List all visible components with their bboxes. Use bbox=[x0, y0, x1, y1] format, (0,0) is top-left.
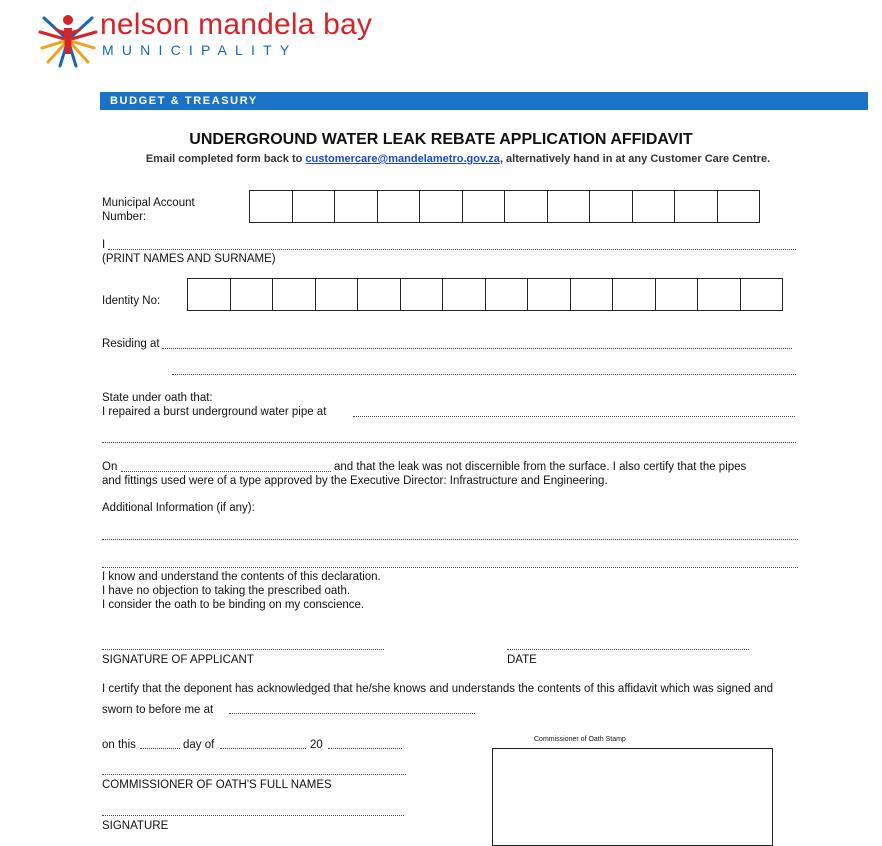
certify-text-line1: I certify that the deponent has acknowledged that he/she knows and understands the contents of this affidavit which was signed and bbox=[102, 683, 774, 695]
commissioner-signature-line[interactable] bbox=[102, 815, 404, 816]
identity-digit-box[interactable] bbox=[571, 279, 614, 310]
repair-location-line-2[interactable] bbox=[102, 442, 796, 443]
on-this-label: on this bbox=[102, 739, 136, 751]
account-digit-box[interactable] bbox=[420, 191, 463, 222]
identity-digit-box[interactable] bbox=[698, 279, 741, 310]
declaration-line3: I consider the oath to be binding on my conscience. bbox=[102, 599, 365, 611]
identity-digit-box[interactable] bbox=[401, 279, 444, 310]
instruction-suffix: , alternatively hand in at any Customer Care Centre. bbox=[499, 153, 771, 165]
identity-digit-box[interactable] bbox=[443, 279, 486, 310]
on-label: On bbox=[102, 461, 118, 473]
print-names-label: (PRINT NAMES AND SURNAME) bbox=[102, 253, 276, 265]
account-digit-box[interactable] bbox=[250, 191, 293, 222]
additional-info-line-2[interactable] bbox=[102, 567, 798, 568]
month-line[interactable] bbox=[220, 748, 306, 749]
identity-number-boxes[interactable] bbox=[187, 278, 783, 311]
identity-digit-box[interactable] bbox=[656, 279, 699, 310]
leak-text-line1: and that the leak was not discernible from the surface. I also certify that the pipes bbox=[334, 461, 747, 473]
identity-digit-box[interactable] bbox=[741, 279, 783, 310]
account-digit-box[interactable] bbox=[505, 191, 548, 222]
additional-info-label: Additional Information (if any): bbox=[102, 502, 255, 514]
identity-digit-box[interactable] bbox=[613, 279, 656, 310]
residing-field-line-2[interactable] bbox=[172, 374, 796, 375]
oath-label: State under oath that: bbox=[102, 392, 213, 404]
names-field-line[interactable] bbox=[108, 249, 796, 250]
identity-digit-box[interactable] bbox=[316, 279, 359, 310]
signature-applicant-label: SIGNATURE OF APPLICANT bbox=[102, 654, 254, 666]
account-digit-box[interactable] bbox=[675, 191, 718, 222]
account-digit-box[interactable] bbox=[590, 191, 633, 222]
logo-wordmark: nelson mandela bay bbox=[100, 8, 373, 41]
certify-text-line2: sworn to before me at bbox=[102, 704, 214, 716]
identity-digit-box[interactable] bbox=[358, 279, 401, 310]
declaration-line2: I have no objection to taking the prescribed oath. bbox=[102, 585, 351, 597]
email-link[interactable]: customercare@mandelametro.gov.za bbox=[305, 153, 500, 165]
stamp-label: Commissioner of Oath Stamp bbox=[534, 736, 626, 743]
account-digit-box[interactable] bbox=[293, 191, 336, 222]
account-label-line1: Municipal Account bbox=[102, 197, 195, 209]
declaration-line1: I know and understand the contents of this declaration. bbox=[102, 571, 381, 583]
day-line[interactable] bbox=[140, 748, 180, 749]
account-digit-box[interactable] bbox=[378, 191, 421, 222]
form-title: UNDERGROUND WATER LEAK REBATE APPLICATION AFFIDAVIT bbox=[189, 131, 693, 148]
account-digit-box[interactable] bbox=[548, 191, 591, 222]
identity-digit-box[interactable] bbox=[273, 279, 316, 310]
identity-digit-box[interactable] bbox=[188, 279, 231, 310]
date-label: DATE bbox=[507, 654, 537, 666]
repair-date-line[interactable] bbox=[121, 471, 331, 472]
identity-label: Identity No: bbox=[102, 295, 161, 307]
commissioner-stamp-box bbox=[492, 748, 773, 846]
logo-subtitle: MUNICIPALITY bbox=[102, 42, 298, 58]
residing-label: Residing at bbox=[102, 338, 160, 350]
account-digit-box[interactable] bbox=[335, 191, 378, 222]
account-digit-box[interactable] bbox=[633, 191, 676, 222]
signature-label: SIGNATURE bbox=[102, 820, 169, 832]
repaired-label: I repaired a burst underground water pipe at bbox=[102, 406, 327, 418]
commissioner-names-label: COMMISSIONER OF OATH'S FULL NAMES bbox=[102, 779, 332, 791]
form-instructions bbox=[0, 153, 882, 165]
year-line[interactable] bbox=[328, 748, 402, 749]
commissioner-names-line[interactable] bbox=[102, 774, 406, 775]
residing-field-line-1[interactable] bbox=[162, 348, 792, 349]
account-digit-box[interactable] bbox=[718, 191, 760, 222]
additional-info-line-1[interactable] bbox=[102, 539, 798, 540]
i-label: I bbox=[102, 239, 106, 251]
account-number-boxes[interactable] bbox=[249, 190, 760, 223]
year-label: 20 bbox=[310, 739, 323, 751]
identity-digit-box[interactable] bbox=[486, 279, 529, 310]
municipality-logo bbox=[38, 10, 98, 68]
identity-digit-box[interactable] bbox=[528, 279, 571, 310]
sun-figure-icon bbox=[38, 10, 98, 68]
applicant-signature-line[interactable] bbox=[102, 649, 384, 650]
instruction-prefix: Email completed form back to bbox=[145, 153, 303, 165]
day-of-label: day of bbox=[183, 739, 215, 751]
sworn-place-line[interactable] bbox=[229, 713, 475, 714]
repair-location-line-1[interactable] bbox=[353, 416, 795, 417]
leak-text-line2: and fittings used were of a type approved by the Executive Director: Infrastructure and Engineering. bbox=[102, 475, 608, 487]
date-line[interactable] bbox=[507, 649, 749, 650]
identity-digit-box[interactable] bbox=[231, 279, 274, 310]
account-label-line2: Number: bbox=[102, 211, 147, 223]
department-bar: BUDGET & TREASURY bbox=[100, 92, 868, 110]
account-digit-box[interactable] bbox=[463, 191, 506, 222]
